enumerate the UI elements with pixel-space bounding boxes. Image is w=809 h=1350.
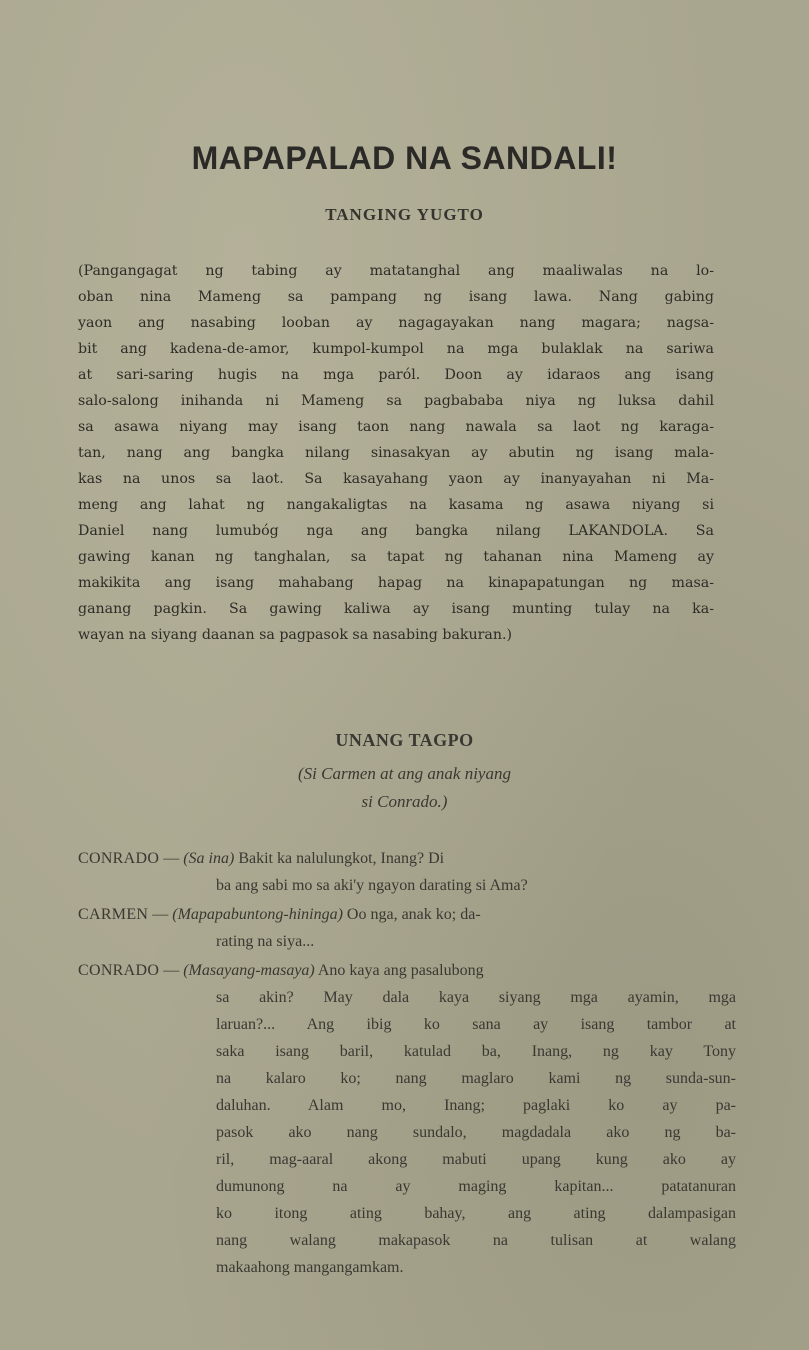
- stage-direction-line: tan, nang ang bangka nilang sinasakyan ay abutin ng isang mala-: [78, 445, 714, 461]
- speech-line: pasok ako nang sundalo, magdadala ako ng ba-: [216, 1124, 736, 1141]
- dialogue: [78, 845, 738, 1283]
- speech-line: sa akin? May dala kaya siyang mga ayamin, mga: [216, 989, 736, 1006]
- speech-first-line: [78, 901, 738, 928]
- speech-line: dumunong na ay maging kapitan... patatanuran: [216, 1178, 736, 1195]
- speaker-name: CONRADO: [78, 850, 160, 867]
- scene-title: UNANG TAGPO: [335, 730, 474, 750]
- speaker-name: CARMEN: [78, 906, 149, 923]
- scene-note-line: si Conrado.): [361, 792, 448, 811]
- speech-line: rating na siya...: [216, 933, 315, 950]
- speech-line: ba ang sabi mo sa aki'y ngayon darating si Ama?: [216, 877, 528, 894]
- stage-direction-line: Daniel nang lumubóg nga ang bangka nilang LAKANDOLA. Sa: [78, 523, 714, 539]
- stage-direction: [78, 258, 714, 648]
- stage-direction-line: bit ang kadena-de-amor, kumpol-kumpol na mga bulaklak na sariwa: [78, 341, 714, 357]
- stage-direction-line: meng ang lahat ng nangakaligtas na kasama ng asawa niyang si: [78, 497, 714, 513]
- speech-line: daluhan. Alam mo, Inang; paglaki ko ay pa-: [216, 1097, 736, 1114]
- speech-direction: (Sa ina): [183, 850, 235, 867]
- speech-first-line: [78, 845, 738, 872]
- speech-conrado-2: [78, 957, 738, 1281]
- speech-carmen: [78, 901, 738, 955]
- speaker-dash: —: [159, 962, 184, 979]
- stage-direction-line: salo-salong inihanda ni Mameng sa pagbababa niya ng luksa dahil: [78, 393, 714, 409]
- speaker-name: CONRADO: [78, 962, 160, 979]
- speech-text: Oo nga, anak ko; da-: [342, 906, 481, 923]
- stage-direction-line: gawing kanan ng tanghalan, sa tapat ng tahanan nina Mameng ay: [78, 549, 714, 565]
- speech-line: ko itong ating bahay, ang ating dalampasigan: [216, 1205, 736, 1222]
- speech-direction: (Mapapabuntong-hininga): [172, 906, 343, 923]
- stage-direction-line: wayan na siyang daanan sa pagpasok sa nasabing bakuran.): [78, 627, 513, 643]
- stage-direction-line: sa asawa niyang may isang taon nang nawala sa laot ng karaga-: [78, 419, 714, 435]
- stage-direction-line: makikita ang isang mahabang hapag na kinapapatungan ng masa-: [78, 575, 714, 591]
- scene-note: [0, 760, 809, 816]
- stage-direction-line: (Pangangagat ng tabing ay matatanghal ang maaliwalas na lo-: [78, 263, 714, 279]
- speech-line: makaahong mangangamkam.: [216, 1259, 404, 1276]
- scene-note-line: (Si Carmen at ang anak niyang: [298, 764, 511, 783]
- speech-line: ril, mag-aaral akong mabuti upang kung ako ay: [216, 1151, 736, 1168]
- stage-direction-line: yaon ang nasabing looban ay nagagayakan nang magara; nagsa-: [78, 315, 714, 331]
- speech-conrado-1: [78, 845, 738, 899]
- speech-text: Ano kaya ang pasalubong: [314, 962, 484, 979]
- stage-direction-line: ganang pagkin. Sa gawing kaliwa ay isang munting tulay na ka-: [78, 601, 714, 617]
- speech-line: na kalaro ko; nang maglaro kami ng sunda-sun-: [216, 1070, 736, 1087]
- speech-line: nang walang makapasok na tulisan at walang: [216, 1232, 736, 1249]
- play-title: MAPAPALAD NA SANDALI!: [191, 140, 618, 176]
- speaker-dash: —: [159, 850, 184, 867]
- speech-text: Bakit ka nalulungkot, Inang? Di: [234, 850, 445, 867]
- speech-line: saka isang baril, katulad ba, Inang, ng kay Tony: [216, 1043, 736, 1060]
- stage-direction-line: at sari-saring hugis na mga paról. Doon ay idaraos ang isang: [78, 367, 714, 383]
- speech-direction: (Masayang-masaya): [183, 962, 315, 979]
- stage-direction-line: kas na unos sa laot. Sa kasayahang yaon ay inanyayahan ni Ma-: [78, 471, 714, 487]
- play-subtitle: TANGING YUGTO: [325, 205, 484, 224]
- speech-line: laruan?... Ang ibig ko sana ay isang tambor at: [216, 1016, 736, 1033]
- stage-direction-line: oban nina Mameng sa pampang ng isang lawa. Nang gabing: [78, 289, 714, 305]
- speaker-dash: —: [148, 906, 173, 923]
- speech-first-line: [78, 957, 738, 984]
